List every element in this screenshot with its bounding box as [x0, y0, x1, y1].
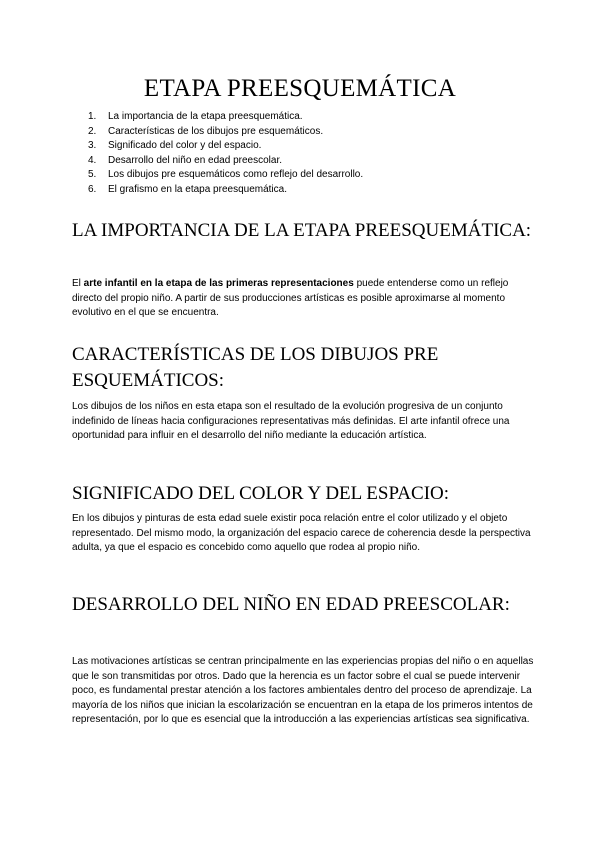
section-paragraph: En los dibujos y pinturas de esta edad suele existir poca relación entre el color utilizado y el objeto representado. Del mismo modo, la organización del espacio carece de coherencia desde la perspectiva adulta, ya que el espacio es concebido como aquello que rodea al propio niño. — [72, 513, 531, 554]
table-of-contents — [88, 110, 363, 197]
paragraph-bold-text: arte infantil en la etapa de las primeras representaciones — [83, 278, 354, 289]
section-paragraph: Los dibujos de los niños en esta etapa son el resultado de la evolución progresiva de un conjunto indefinido de líneas hacia configuraciones representativas más definidas. El arte infantil ofrece una oportunidad para influir en el desarrollo del niño mediante la educación artística. — [72, 401, 510, 442]
toc-item — [88, 139, 363, 154]
section-paragraph: Las motivaciones artísticas se centran principalmente en las experiencias propias del niño o en aquellas que le son transmitidas por otros. Dado que la herencia es un factor sobre el cual se puede intervenir poco, es fundamental prestar atención a los factores ambientales dentro del proceso de aprendizaje. La mayoría de los niños que inician la escolarización se encuentran en la etapa de los primeros intentos de representación, por lo que es esencial que la introducción a las experiencias artísticas sea significativa. — [72, 656, 534, 726]
toc-item-text: Desarrollo del niño en edad preescolar. — [108, 154, 282, 166]
toc-item — [88, 183, 363, 198]
toc-item-number: 5. — [88, 169, 97, 180]
toc-item — [88, 110, 363, 125]
toc-item-number: 2. — [88, 125, 97, 137]
toc-item — [88, 154, 363, 169]
toc-item-text: El grafismo en la etapa preesquemática. — [108, 183, 287, 195]
toc-item-number: 3. — [88, 140, 97, 151]
toc-item-text: La importancia de la etapa preesquemática. — [108, 111, 303, 122]
section-heading: LA IMPORTANCIA DE LA ETAPA PREESQUEMÁTICA: — [72, 220, 532, 241]
section-heading: SIGNIFICADO DEL COLOR Y DEL ESPACIO: — [72, 483, 450, 504]
toc-item — [88, 125, 363, 140]
toc-item-text: Los dibujos pre esquemáticos como reflejo del desarrollo. — [108, 169, 364, 180]
toc-item-number: 6. — [88, 183, 97, 195]
toc-item-number: 4. — [88, 154, 97, 166]
toc-item — [88, 168, 363, 183]
toc-item-text: Significado del color y del espacio. — [108, 140, 262, 151]
document-title: ETAPA PREESQUEMÁTICA — [143, 75, 457, 102]
section-paragraph — [72, 277, 534, 321]
section-heading: CARACTERÍSTICAS DE LOS DIBUJOS PRE ESQUEMÁTICOS: — [72, 344, 439, 391]
paragraph-text: El — [72, 278, 84, 289]
toc-item-number: 1. — [88, 111, 97, 122]
paragraph-text: puede entenderse como un reflejo directo del propio niño. A partir de sus producciones artísticas es posible aproximarse al momento evolutivo en el que se encuentra. — [72, 278, 509, 319]
toc-item-text: Características de los dibujos pre esquemáticos. — [108, 125, 324, 137]
section-heading: DESARROLLO DEL NIÑO EN EDAD PREESCOLAR: — [72, 594, 510, 615]
